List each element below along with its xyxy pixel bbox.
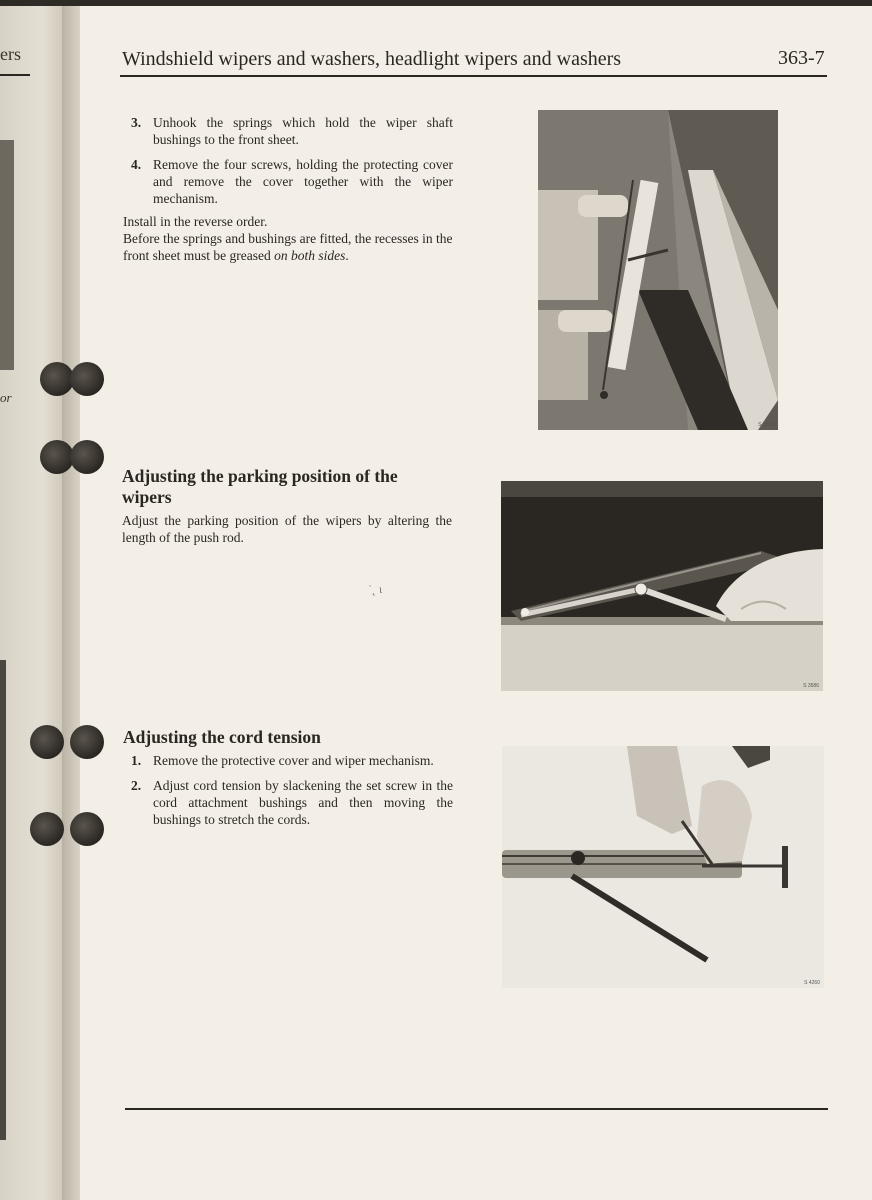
binder-hole xyxy=(40,362,74,396)
step-text: Remove the four screws, holding the protecting cover and remove the cover together with the wiper mechanism. xyxy=(153,157,453,206)
figure-id: S 4260 xyxy=(804,980,820,986)
wiper-mechanism-illustration xyxy=(538,110,778,430)
previous-page-header-rule xyxy=(0,74,30,76)
binder-hole xyxy=(40,440,74,474)
list-item xyxy=(123,777,453,828)
previous-page-caption-fragment: or xyxy=(0,390,12,405)
grease-note-text: Before the springs and bushings are fitted, the recesses in the front sheet must be greased xyxy=(123,231,453,263)
step-text: Unhook the springs which hold the wiper shaft bushings to the front sheet. xyxy=(153,115,453,147)
binder-hole xyxy=(30,812,64,846)
page-number: 363-7 xyxy=(778,47,825,69)
binder-hole xyxy=(70,725,104,759)
step-number: 2. xyxy=(131,778,142,793)
header-rule xyxy=(120,75,827,77)
list-item xyxy=(123,752,453,769)
install-note: Install in the reverse order. xyxy=(123,214,268,229)
grease-note xyxy=(123,230,453,264)
binder-hole xyxy=(70,440,104,474)
previous-page-photo-2 xyxy=(0,660,6,1140)
previous-page-photo xyxy=(0,140,14,370)
list-item xyxy=(123,156,453,207)
previous-page-edge xyxy=(0,0,70,1200)
push-rod-illustration xyxy=(501,481,823,691)
section-heading-cord-tension: Adjusting the cord tension xyxy=(123,727,321,747)
binder-hole xyxy=(70,812,104,846)
parking-position-text: Adjust the parking position of the wipers by altering the length of the push rod. xyxy=(122,513,452,545)
section-heading-parking-position: Adjusting the parking position of the wipers xyxy=(122,466,398,507)
section-removal-steps xyxy=(123,114,453,264)
grease-note-end: . xyxy=(345,248,349,263)
parking-position-photo xyxy=(501,481,823,691)
step-text: Adjust cord tension by slackening the set screw in the cord attachment bushings and then moving the bushings to stretch the cords. xyxy=(153,778,453,827)
step-number: 3. xyxy=(131,115,142,130)
print-smudge: ˙˛ ι xyxy=(368,582,383,596)
grease-note-emphasis: on both sides xyxy=(274,248,346,263)
binder-hole xyxy=(70,362,104,396)
page-title: Windshield wipers and washers, headlight wipers and washers xyxy=(122,48,622,70)
step-text: Remove the protective cover and wiper mechanism. xyxy=(153,753,434,768)
step-number: 1. xyxy=(131,753,142,768)
wiper-mechanism-photo xyxy=(538,110,778,430)
binder-hole xyxy=(30,725,64,759)
step-number: 4. xyxy=(131,157,142,172)
cord-tension-photo xyxy=(502,746,824,988)
section-cord-tension-steps xyxy=(123,752,453,836)
list-item xyxy=(123,114,453,148)
footer-rule xyxy=(125,1108,828,1110)
cord-tension-illustration xyxy=(502,746,824,988)
figure-id: S 3586 xyxy=(758,422,774,428)
figure-id: S 3586 xyxy=(803,683,819,689)
top-edge xyxy=(0,0,872,6)
previous-page-header-fragment: ers xyxy=(0,44,21,64)
